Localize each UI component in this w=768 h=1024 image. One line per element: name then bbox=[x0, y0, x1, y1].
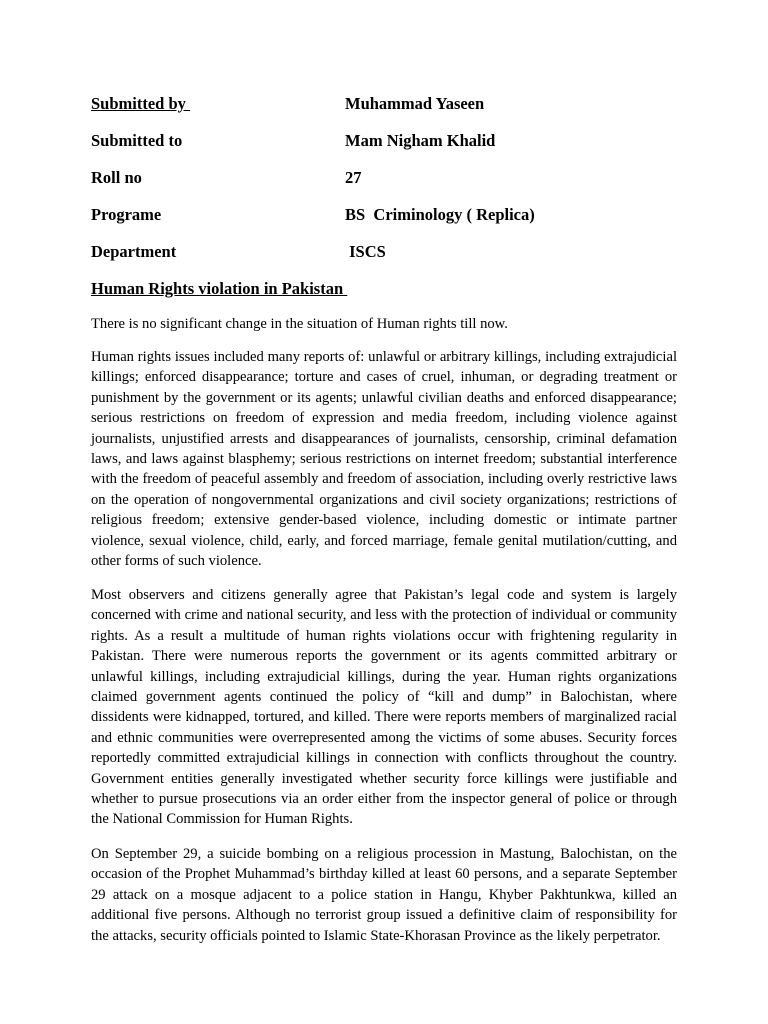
info-value: ISCS bbox=[345, 242, 386, 261]
info-row-programe bbox=[91, 203, 691, 227]
info-value: BS Criminology ( Replica) bbox=[345, 205, 535, 224]
paragraph-legal-code: Most observers and citizens generally agree that Pakistan’s legal code and system is largely concerned with crime and national security, and less with the protection of individual or community rights. As a result a multitude of human rights violations occur with frightening regularity in Pakistan. There were numerous reports the government or its agents committed arbitrary or unlawful killings, including extrajudicial killings, during the year. Human rights organizations claimed government agents continued the policy of “kill and dump” in Balochistan, where dissidents were kidnapped, tortured, and killed. There were reports members of marginalized racial and ethnic communities were overrepresented among the victims of some abuses. Security forces reportedly committed extrajudicial killings in connection with conflicts throughout the country. Government entities generally investigated whether security force killings were justifiable and whether to pursue prosecutions via an order either from the inspector general of police or through the National Commission for Human Rights. bbox=[91, 587, 677, 828]
info-row-submitted-to bbox=[91, 129, 691, 153]
info-value: Muhammad Yaseen bbox=[345, 94, 485, 113]
info-label: Roll no bbox=[91, 168, 142, 187]
section-heading: Human Rights violation in Pakistan bbox=[91, 279, 348, 298]
info-label: Programe bbox=[91, 205, 162, 224]
info-value: 27 bbox=[345, 168, 362, 187]
paragraph-intro: There is no significant change in the situation of Human rights till now. bbox=[91, 316, 508, 332]
info-label: Submitted to bbox=[91, 131, 183, 150]
info-row-submitted-by bbox=[91, 92, 691, 116]
info-row-department bbox=[91, 240, 691, 264]
paragraph-september-29: On September 29, a suicide bombing on a religious procession in Mastung, Balochistan, on the occasion of the Prophet Muhammad’s birthday killed at least 60 persons, and a separate September 29 attack on a mosque adjacent to a police station in Hangu, Khyber Pakhtunkwa, killed an additional five persons. Although no terrorist group issued a definitive claim of responsibility for the attacks, security officials pointed to Islamic State-Khorasan Province as the likely perpetrator. bbox=[91, 846, 677, 944]
info-label: Submitted by bbox=[91, 94, 191, 113]
info-row-roll-no bbox=[91, 166, 691, 190]
info-value: Mam Nigham Khalid bbox=[345, 131, 496, 150]
info-label: Department bbox=[91, 242, 177, 261]
paragraph-issues: Human rights issues included many reports of: unlawful or arbitrary killings, including extrajudicial killings; enforced disappearance; torture and cases of cruel, inhuman, or degrading treatment or punishment by the government or its agents; unlawful civilian deaths and enforced disappearance; serious restrictions on freedom of expression and media freedom, including violence against journalists, unjustified arrests and disappearances of journalists, censorship, criminal defamation laws, and laws against blasphemy; serious restrictions on internet freedom; substantial interference with the freedom of peaceful assembly and freedom of association, including overly restrictive laws on the operation of nongovernmental organizations and civil society organizations; restrictions of religious freedom; extensive gender-based violence, including domestic or intimate partner violence, sexual violence, child, early, and forced marriage, female genital mutilation/cutting, and other forms of such violence. bbox=[91, 349, 677, 570]
